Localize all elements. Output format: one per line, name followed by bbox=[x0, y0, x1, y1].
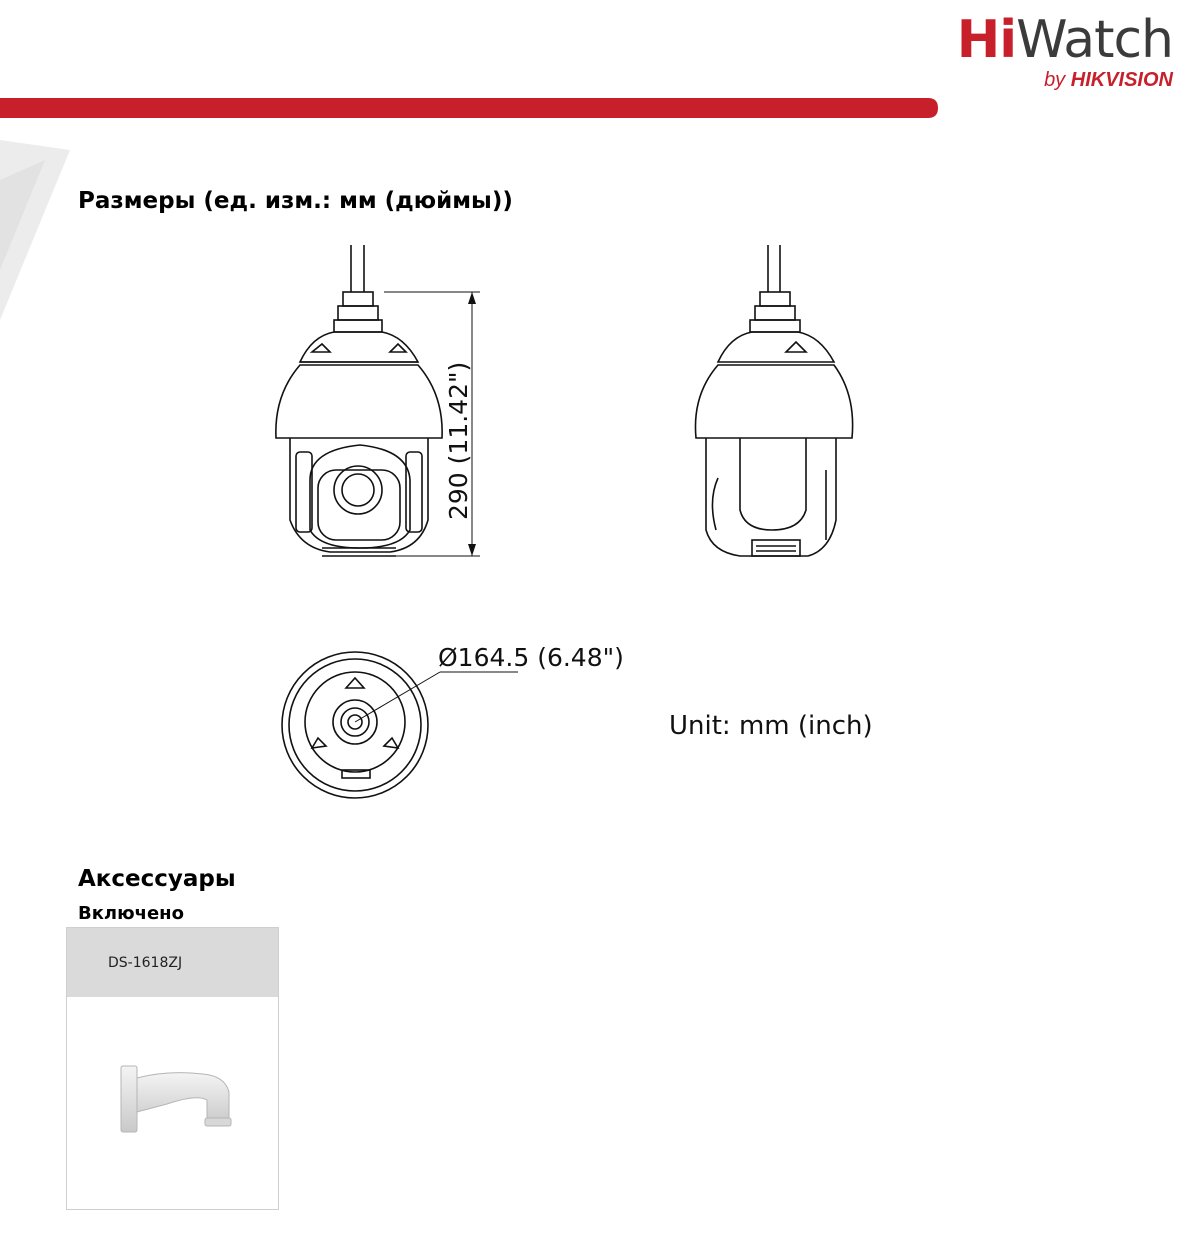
dimension-drawings bbox=[0, 230, 1187, 830]
accessory-model: DS-1618ZJ bbox=[108, 954, 183, 971]
accessories-heading: Аксессуары bbox=[78, 866, 236, 892]
wall-mount-bracket-icon bbox=[107, 1048, 237, 1148]
header-red-bar bbox=[0, 98, 938, 118]
accessory-card bbox=[66, 927, 279, 1210]
included-subheading: Включено bbox=[78, 903, 184, 924]
dimensions-heading: Размеры (ед. изм.: мм (дюймы)) bbox=[78, 188, 513, 214]
hiwatch-logo bbox=[923, 10, 1173, 100]
unit-note: Unit: mm (inch) bbox=[669, 711, 873, 741]
bottom-view-drawing bbox=[282, 652, 518, 798]
accessory-card-header bbox=[67, 928, 278, 997]
diameter-dimension-label: Ø164.5 (6.48") bbox=[438, 643, 624, 672]
logo-wordmark: HiWatch bbox=[956, 10, 1173, 70]
height-dimension-label: 290 (11.42") bbox=[444, 361, 473, 520]
logo-tagline: by HIKVISION bbox=[1044, 69, 1173, 91]
side-view-drawing bbox=[695, 245, 852, 556]
